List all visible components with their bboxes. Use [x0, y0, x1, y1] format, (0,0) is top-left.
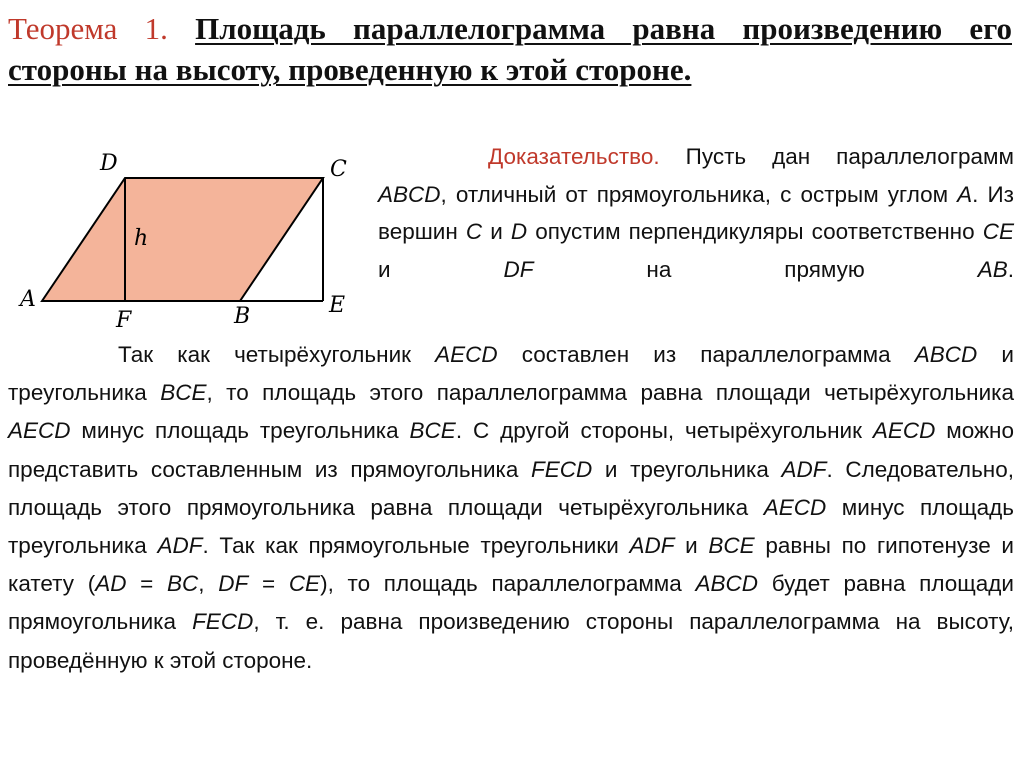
math-var: AECD	[8, 418, 71, 444]
proof-text: будет равна площади прямоугольника	[8, 571, 1014, 635]
theorem	[8, 8, 1012, 90]
proof-text: , т. е. равна произведению стороны параллелограмма на высоту, проведённую к этой стороне.	[8, 609, 1014, 673]
math-var: BCE	[409, 418, 456, 444]
proof-text: ), то площадь параллелограмма	[320, 571, 696, 597]
math-var: A	[957, 181, 973, 207]
label-h: h	[134, 226, 149, 251]
theorem-label: Теорема 1.	[8, 11, 168, 46]
proof-text: . Из вершин	[378, 181, 1014, 244]
proof-text: опустим перпендикуляры соответственно	[527, 219, 983, 244]
math-var: FECD	[531, 456, 593, 482]
proof-text: . Следовательно, площадь этого прямоугольника равна площади четырёхугольника	[8, 456, 1014, 520]
label-a: A	[20, 287, 36, 312]
math-var: CE	[982, 219, 1014, 244]
math-var: D	[510, 219, 528, 244]
proof-text: на прямую	[533, 256, 978, 282]
math-var: BCE	[160, 380, 207, 406]
math-var: DF	[218, 571, 249, 597]
proof-text: и	[378, 256, 504, 282]
proof-text: минус площадь треугольника	[70, 418, 410, 444]
proof-text: равны по гипотенузе и катету (	[8, 533, 1014, 597]
math-var: AD	[95, 571, 127, 597]
proof-text: и	[482, 219, 511, 244]
math-var: AECD	[763, 494, 827, 520]
proof-text: Пусть дан параллелограмм	[659, 144, 1014, 169]
theorem-statement: Площадь параллелограмма равна произведению его стороны на высоту, проведенную к этой стороне.	[8, 11, 1012, 87]
math-var: AECD	[435, 342, 498, 367]
parallelogram-abcd	[42, 178, 323, 301]
proof-text: и треугольника	[592, 456, 782, 482]
label-e: E	[329, 293, 346, 318]
proof-text: составлен из параллелограмма	[497, 342, 915, 367]
math-var: BC	[167, 571, 199, 597]
proof-text: =	[126, 571, 168, 597]
proof-text: можно представить составленным из прямоугольника	[8, 418, 1014, 482]
math-var: ADF	[629, 533, 675, 559]
math-var: ABCD	[914, 342, 978, 367]
math-var: FECD	[192, 609, 254, 635]
proof-text: . Так как прямоугольные треугольники	[202, 533, 630, 559]
label-b: B	[234, 304, 251, 329]
proof-body	[8, 336, 1014, 680]
proof-text: .	[1007, 256, 1014, 282]
proof-text: , то площадь этого параллелограмма равна площади четырёхугольника	[206, 380, 1015, 406]
label-f: F	[116, 308, 132, 333]
math-var: C	[465, 219, 483, 244]
math-var: ADF	[157, 533, 203, 559]
proof-text: . С другой стороны, четырёхугольник	[455, 418, 873, 444]
math-var: BCE	[708, 533, 755, 559]
proof-label: Доказательство.	[488, 144, 660, 169]
label-c: C	[330, 157, 347, 182]
proof-text: минус площадь треугольника	[8, 494, 1014, 559]
math-var: AECD	[872, 418, 936, 444]
proof-text: Так как четырёхугольник	[118, 342, 436, 367]
math-var: ADF	[781, 456, 827, 482]
math-var: DF	[503, 256, 534, 282]
math-var: AB	[977, 256, 1008, 282]
proof-text: =	[248, 571, 289, 597]
math-var: ABCD	[695, 571, 759, 597]
proof-intro	[378, 138, 1014, 288]
math-var: ABCD	[378, 181, 441, 207]
label-d: D	[100, 151, 118, 176]
parallelogram-figure	[14, 148, 364, 333]
proof-text: и	[674, 533, 709, 559]
math-var: CE	[288, 571, 321, 597]
proof-text: , отличный от прямоугольника, с острым углом	[440, 181, 958, 207]
proof-text: и треугольника	[8, 342, 1014, 406]
proof-text: ,	[198, 571, 219, 597]
